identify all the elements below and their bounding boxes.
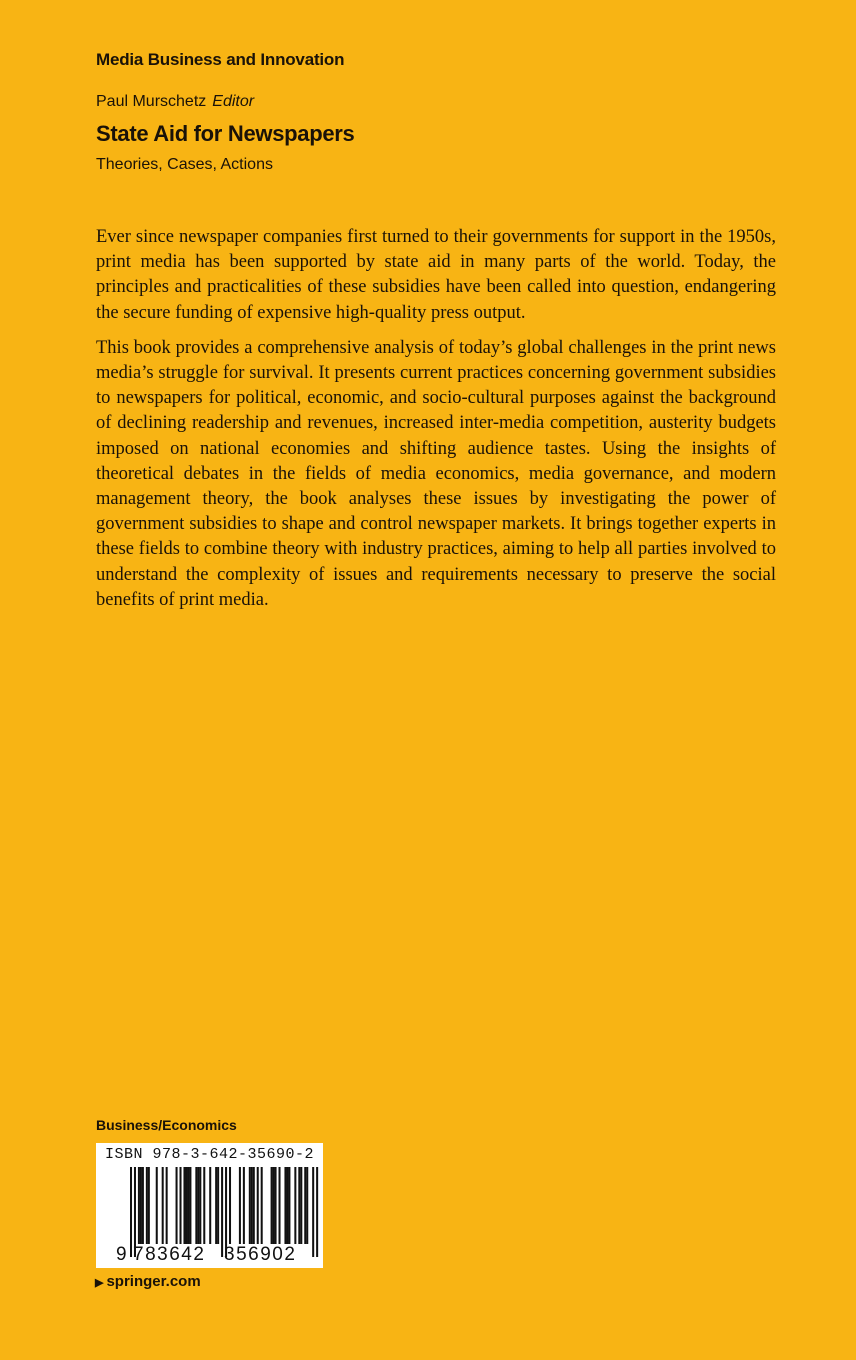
barcode-bar bbox=[140, 1167, 142, 1244]
barcode-bar bbox=[239, 1167, 241, 1244]
editor-line bbox=[96, 93, 254, 111]
barcode-bar bbox=[253, 1167, 255, 1244]
barcode-bar bbox=[189, 1167, 191, 1244]
barcode-bar bbox=[288, 1167, 290, 1244]
barcode-bar bbox=[215, 1167, 217, 1244]
barcode-bar bbox=[187, 1167, 189, 1244]
barcode-bar bbox=[197, 1167, 199, 1244]
barcode-bar bbox=[203, 1167, 205, 1244]
barcode-bar bbox=[298, 1167, 300, 1244]
barcode-bar bbox=[243, 1167, 245, 1244]
barcode-bar bbox=[146, 1167, 148, 1244]
barcode-bar bbox=[286, 1167, 288, 1244]
editor-name: Paul Murschetz bbox=[96, 93, 207, 110]
barcode-bar bbox=[183, 1167, 185, 1244]
barcode-bar bbox=[275, 1167, 277, 1244]
description-paragraph-1: Ever since newspaper companies first turned to their governments for support in the 1950s, print media has been supported by state aid in many parts of the world. Today, the principles and practicalities of these subsidies have been called into question, endangering the secure funding of expensive high-quality press output. bbox=[96, 227, 776, 323]
barcode-bar bbox=[271, 1167, 273, 1244]
book-subtitle: Theories, Cases, Actions bbox=[96, 156, 273, 173]
barcode-bar bbox=[199, 1167, 201, 1244]
barcode-bar bbox=[148, 1167, 150, 1244]
barcode-bar bbox=[261, 1167, 263, 1244]
barcode-bar bbox=[195, 1167, 197, 1244]
barcode-bar bbox=[156, 1167, 158, 1244]
barcode-digits bbox=[96, 1244, 323, 1266]
play-arrow-icon: ▶ bbox=[95, 1277, 104, 1289]
book-title: State Aid for Newspapers bbox=[96, 121, 355, 146]
barcode-digits-right: 356902 bbox=[224, 1244, 297, 1265]
description-paragraph-2: This book provides a comprehensive analysis of today’s global challenges in the print news media’s struggle for survival. It presents current practices concerning government subsidies to newspapers for political, economic, and socio-cultural purposes against the background of declining readership and revenues, increased inter-media competition, austerity budgets imposed on national economies and shifting audience tastes. Using the insights of theoretical debates in the fields of media economics, media governance, and modern management theory, the book analyses these issues by investigating the power of government subsidies to shape and control newspaper markets. It brings together experts in these fields to combine theory with industry practices, aiming to help all parties involved to understand the complexity of issues and requirements necessary to preserve the social benefits of print media. bbox=[96, 337, 776, 610]
barcode-bar bbox=[142, 1167, 144, 1244]
barcode-bar bbox=[257, 1167, 259, 1244]
barcode-bar bbox=[251, 1167, 253, 1244]
isbn-label: ISBN 978-3-642-35690-2 bbox=[105, 1146, 315, 1163]
barcode-digit-first: 9 bbox=[116, 1244, 127, 1265]
barcode-bar bbox=[209, 1167, 211, 1244]
editor-role: Editor bbox=[212, 93, 255, 110]
barcode-bar bbox=[166, 1167, 168, 1244]
barcode-bar bbox=[306, 1167, 308, 1244]
barcode-bar bbox=[273, 1167, 275, 1244]
website-label: springer.com bbox=[106, 1273, 201, 1290]
barcode-bar bbox=[304, 1167, 306, 1244]
barcode-bar bbox=[217, 1167, 219, 1244]
subject-category: Business/Economics bbox=[96, 1117, 237, 1133]
barcode-digits-left: 783642 bbox=[133, 1244, 206, 1265]
barcode-bar bbox=[294, 1167, 296, 1244]
barcode-bar bbox=[138, 1167, 140, 1244]
publisher-website[interactable] bbox=[95, 1273, 201, 1290]
barcode-bar bbox=[229, 1167, 231, 1244]
barcode-bar bbox=[185, 1167, 187, 1244]
barcode-bar bbox=[176, 1167, 178, 1244]
book-description bbox=[96, 225, 776, 623]
barcode-bar bbox=[162, 1167, 164, 1244]
barcode-bar bbox=[249, 1167, 251, 1244]
barcode-bar bbox=[279, 1167, 281, 1244]
barcode-bar bbox=[284, 1167, 286, 1244]
barcode-bar bbox=[300, 1167, 302, 1244]
series-name: Media Business and Innovation bbox=[96, 50, 345, 69]
barcode-bar bbox=[180, 1167, 182, 1244]
isbn-barcode bbox=[96, 1143, 323, 1268]
